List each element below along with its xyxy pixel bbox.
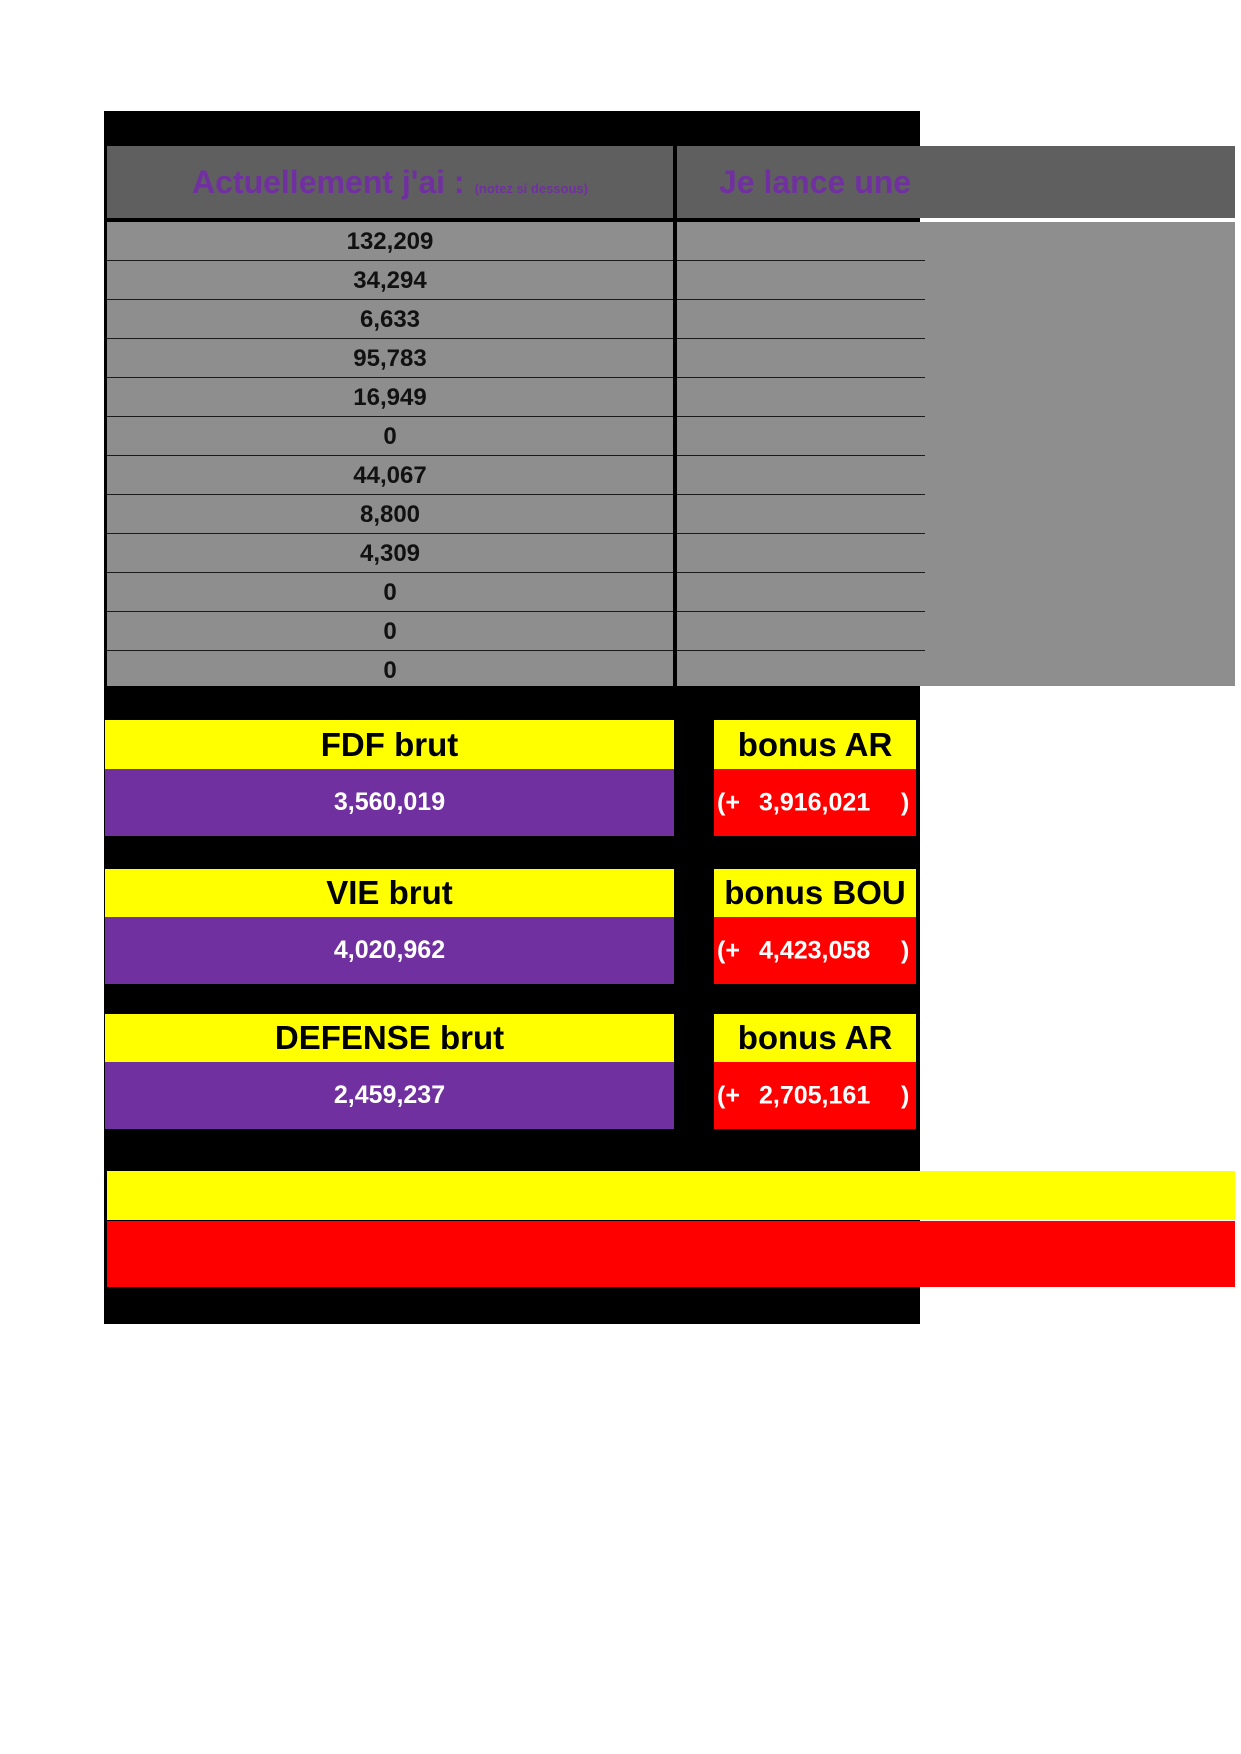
header-lance-title: Je lance une (719, 163, 912, 200)
bonus-amount: 4,423,058 (759, 936, 871, 964)
fdf-brut-label: FDF brut (105, 720, 674, 769)
defense-bonus-value (714, 1062, 916, 1129)
header-current-note: (notez si dessous) (474, 180, 588, 196)
header-lance-label (719, 146, 919, 218)
bonus-amount: 2,705,161 (759, 1081, 871, 1109)
bonus-suffix: ) (901, 788, 910, 816)
row-divider (677, 573, 925, 612)
row-divider (677, 378, 925, 417)
values-column (107, 222, 673, 686)
fdf-bonus-label: bonus AR (714, 720, 916, 769)
vie-bonus-label: bonus BOU (714, 869, 916, 917)
bonus-prefix: (+ (717, 788, 740, 816)
value-cell: 6,633 (107, 300, 673, 339)
vie-brut-label: VIE brut (105, 869, 674, 917)
defense-bonus-label: bonus AR (714, 1014, 916, 1062)
bonus-prefix: (+ (717, 1081, 740, 1109)
value-cell: 0 (383, 657, 397, 684)
value-cell: 4,309 (107, 534, 673, 573)
row-divider (677, 534, 925, 573)
value-cell: 34,294 (107, 261, 673, 300)
value-cell: 0 (107, 573, 673, 612)
row-divider (677, 612, 925, 651)
row-divider (677, 261, 925, 300)
value-cell: 44,067 (107, 456, 673, 495)
bonus-prefix: (+ (717, 936, 740, 964)
value-cell: 95,783 (107, 339, 673, 378)
value-cell: 0 (107, 612, 673, 651)
value-cell: 8,800 (107, 495, 673, 534)
row-divider (677, 495, 925, 534)
fdf-brut-value: 3,560,019 (105, 769, 674, 836)
value-cell: 0 (107, 417, 673, 456)
vie-bonus-value (714, 917, 916, 984)
header-current-title: Actuellement j'ai : (192, 163, 465, 200)
bonus-amount: 3,916,021 (759, 788, 871, 816)
bonus-suffix: ) (901, 936, 910, 964)
row-divider (677, 339, 925, 378)
header-current-label (107, 146, 673, 218)
value-cell: 16,949 (107, 378, 673, 417)
value-cell: 132,209 (107, 222, 673, 261)
bonus-suffix: ) (901, 1081, 910, 1109)
row-divider (677, 222, 925, 261)
defense-brut-value: 2,459,237 (105, 1062, 674, 1129)
lance-column (677, 222, 1235, 686)
row-divider (677, 417, 925, 456)
fdf-bonus-value (714, 769, 916, 836)
total-value-band (107, 1221, 1235, 1287)
row-divider (677, 300, 925, 339)
vie-brut-value: 4,020,962 (105, 917, 674, 984)
total-label-band (107, 1171, 1235, 1220)
defense-brut-label: DEFENSE brut (105, 1014, 674, 1062)
row-divider (677, 456, 925, 495)
